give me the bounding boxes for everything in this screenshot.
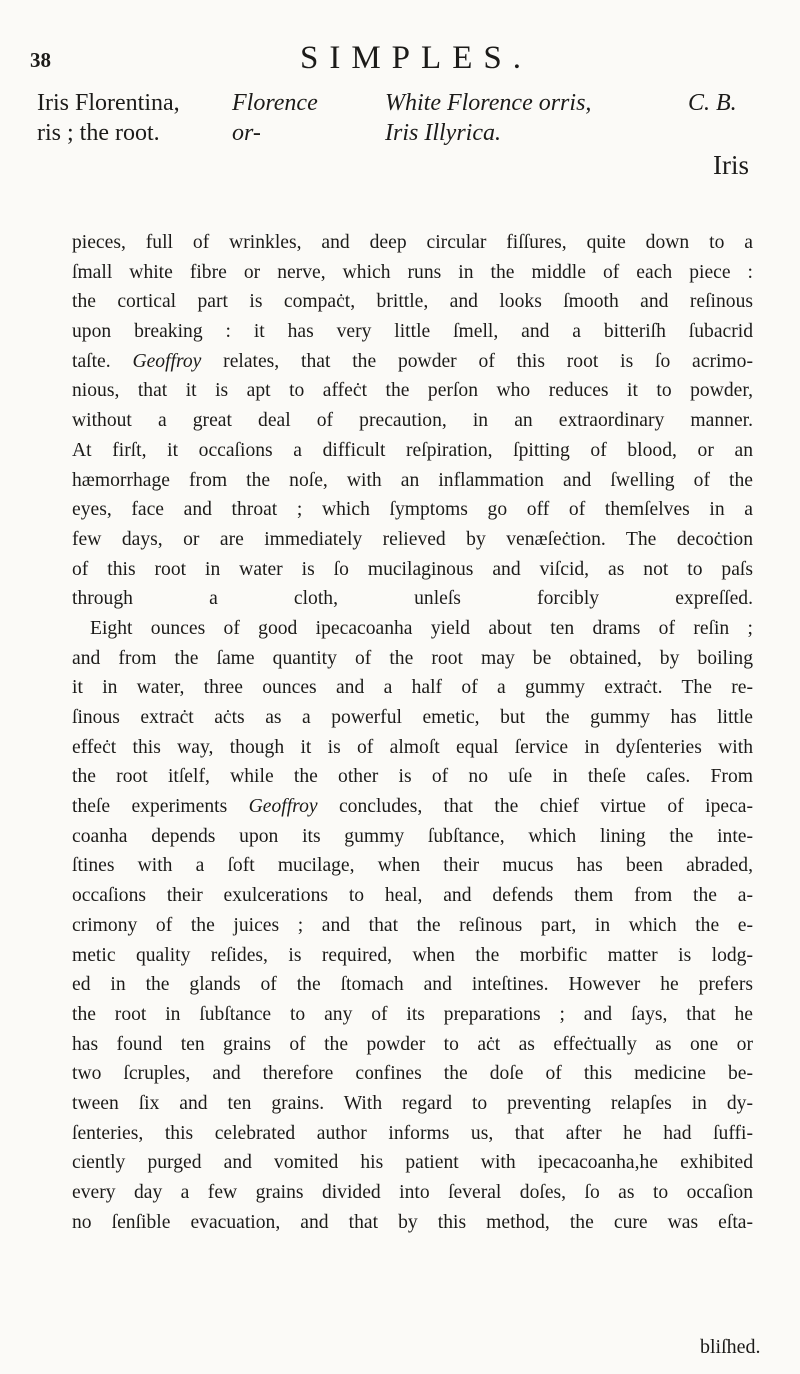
- text-line: and from the ſame quantity of the root may be obtained, by boiling: [72, 647, 753, 669]
- entry-variety: [385, 88, 645, 148]
- text-line: taſte. Geoffroy relates, that the powder of this root is ſo acrimo-: [72, 350, 753, 372]
- text-line: of this root in water is ſo mucilaginous and viſcid, as not to paſs: [72, 558, 753, 580]
- text-line: the root itſelf, while the other is of no uſe in theſe caſes. From: [72, 766, 753, 788]
- body-text: [72, 228, 753, 1237]
- catchword: bliſhed.: [700, 1336, 761, 1358]
- text-line: coanha depends upon its gummy ſubſtance, which lining the inte-: [72, 825, 753, 847]
- text-line: tween ſix and ten grains. With regard to preventing relapſes in dy-: [72, 1092, 753, 1114]
- text-line: few days, or are immediately relieved by venæſeċtion. The decoċtion: [72, 528, 753, 550]
- text-line: every day a few grains divided into ſeveral doſes, ſo as to occaſion: [72, 1182, 753, 1203]
- text-line: nious, that it is apt to affeċt the perſon who reduces it to powder,: [72, 380, 753, 402]
- text-line: without a great deal of precaution, in an extraordinary manner.: [72, 410, 753, 432]
- entry-latin-line2: ris ; the root.: [37, 120, 160, 146]
- page-header: [30, 34, 770, 84]
- text-line: ciently purged and vomited his patient with ipecacoanha,he exhibited: [72, 1152, 753, 1174]
- text-line: ſtines with a ſoft mucilage, when their mucus has been abraded,: [72, 855, 753, 877]
- entry-variety-name: White Florence orris,: [385, 90, 592, 116]
- running-title: SIMPLES.: [300, 40, 532, 76]
- entry-english-name: Florence or-: [232, 90, 318, 146]
- text-line: eyes, face and throat ; which ſymptoms go off of themſelves in a: [72, 499, 753, 521]
- text-line: metic quality reſides, is required, when the morbific matter is lodg-: [72, 944, 753, 966]
- entry-latin-line1: Iris Florentina,: [37, 90, 180, 116]
- text-line: effeċt this way, though it is of almoſt equal ſervice in dyſenteries with: [72, 736, 753, 758]
- text-line: through a cloth, unleſs forcibly expreſſed.: [72, 588, 753, 610]
- text-line: pieces, full of wrinkles, and deep circular fiſſures, quite down to a: [72, 232, 753, 253]
- text-line: the cortical part is compaċt, brittle, and looks ſmooth and reſinous: [72, 291, 753, 313]
- text-line: hæmorrhage from the noſe, with an inflammation and ſwelling of the: [72, 469, 753, 491]
- text-line: it in water, three ounces and a half of a gummy extraċt. The re-: [72, 677, 753, 699]
- text-line: has found ten grains of the powder to aċt as effeċtually as one or: [72, 1033, 753, 1055]
- page-number: 38: [30, 48, 51, 72]
- entry-authority: C. B.: [688, 90, 737, 116]
- text-line: no ſenſible evacuation, and that by this method, the cure was eſta-: [72, 1211, 753, 1233]
- text-line: occaſions their exulcerations to heal, and defends them from the a-: [72, 885, 753, 907]
- text-line: ſmall white fibre or nerve, which runs in the middle of each piece :: [72, 261, 753, 283]
- text-line: upon breaking : it has very little ſmell, and a bitteriſh ſubacrid: [72, 321, 753, 343]
- catch-heading: Iris: [713, 150, 749, 180]
- text-line: At firſt, it occaſions a difficult reſpiration, ſpitting of blood, or an: [72, 439, 753, 461]
- text-line: the root in ſubſtance to any of its preparations ; and ſays, that he: [72, 1003, 753, 1025]
- text-line: ſinous extraċt aċts as a powerful emetic, but the gummy has little: [72, 707, 753, 728]
- text-line: Eight ounces of good ipecacoanha yield about ten drams of reſin ;: [90, 617, 753, 639]
- text-line: ed in the glands of the ſtomach and inteſtines. However he prefers: [72, 974, 753, 996]
- text-line: crimony of the juices ; and that the reſinous part, in which the e-: [72, 914, 753, 936]
- text-line: two ſcruples, and therefore confines the doſe of this medicine be-: [72, 1063, 753, 1085]
- entry-variety-synonym: Iris Illyrica.: [385, 120, 501, 146]
- entry-latin-name: [37, 88, 249, 148]
- text-line: ſenteries, this celebrated author informs us, that after he had ſuffi-: [72, 1122, 753, 1144]
- text-line: theſe experiments Geoffroy concludes, that the chief virtue of ipeca-: [72, 796, 753, 818]
